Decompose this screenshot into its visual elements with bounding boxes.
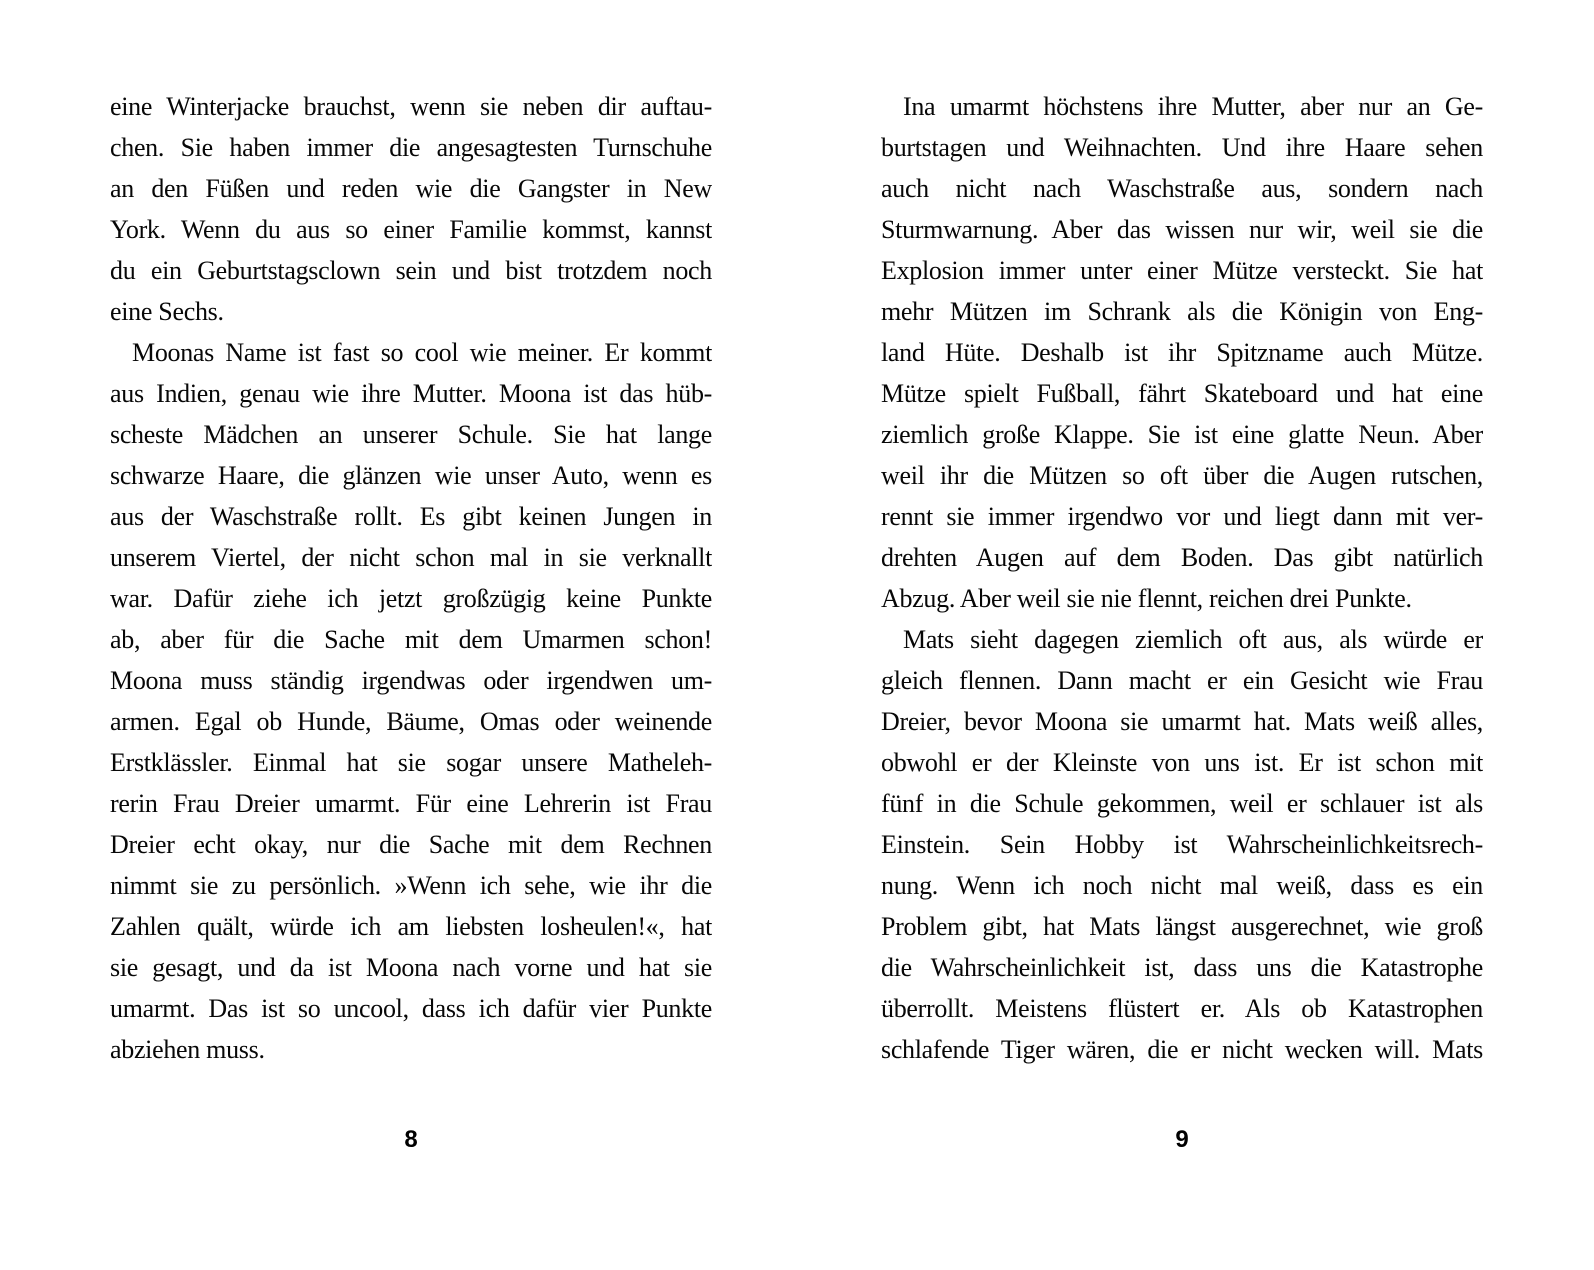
text-line: burtstagen und Weihnachten. Und ihre Haare sehen bbox=[881, 133, 1483, 162]
text-line: überrollt. Meistens flüstert er. Als ob Katastrophen bbox=[881, 994, 1483, 1023]
text-line: fünf in die Schule gekommen, weil er schlauer ist als bbox=[881, 789, 1483, 818]
text-line: aus der Waschstraße rollt. Es gibt keinen Jungen in bbox=[110, 502, 712, 531]
page-right bbox=[797, 0, 1594, 1270]
paragraph bbox=[881, 86, 1483, 619]
page-left-text-column bbox=[110, 86, 712, 1070]
text-line: war. Dafür ziehe ich jetzt großzügig keine Punkte bbox=[110, 584, 712, 613]
text-line: obwohl er der Kleinste von uns ist. Er ist schon mit bbox=[881, 748, 1483, 777]
text-line: schlafende Tiger wären, die er nicht wecken will. Mats bbox=[881, 1035, 1483, 1064]
text-line: Moona muss ständig irgendwas oder irgendwen um- bbox=[110, 666, 712, 695]
text-line: abziehen muss. bbox=[110, 1035, 265, 1064]
text-line: mehr Mützen im Schrank als die Königin von Eng- bbox=[881, 297, 1483, 326]
text-line: die Wahrscheinlichkeit ist, dass uns die Katastrophe bbox=[881, 953, 1483, 982]
text-line: aus Indien, genau wie ihre Mutter. Moona ist das hüb- bbox=[110, 379, 712, 408]
text-line: unserem Viertel, der nicht schon mal in sie verknallt bbox=[110, 543, 712, 572]
text-line: Dreier, bevor Moona sie umarmt hat. Mats weiß alles, bbox=[881, 707, 1483, 736]
paragraph bbox=[110, 86, 712, 332]
text-line: weil ihr die Mützen so oft über die Augen rutschen, bbox=[881, 461, 1483, 490]
text-line: Mütze spielt Fußball, fährt Skateboard und hat eine bbox=[881, 379, 1483, 408]
text-line: drehten Augen auf dem Boden. Das gibt natürlich bbox=[881, 543, 1483, 572]
text-line: schwarze Haare, die glänzen wie unser Auto, wenn es bbox=[110, 461, 712, 490]
text-line: Einstein. Sein Hobby ist Wahrscheinlichkeitsrech- bbox=[881, 830, 1483, 859]
page-right-number: 9 bbox=[1175, 1126, 1189, 1153]
text-line: Problem gibt, hat Mats längst ausgerechnet, wie groß bbox=[881, 912, 1483, 941]
text-line: nung. Wenn ich noch nicht mal weiß, dass es ein bbox=[881, 871, 1483, 900]
text-line: an den Füßen und reden wie die Gangster in New bbox=[110, 174, 712, 203]
text-line: Abzug. Aber weil sie nie flennt, reichen drei Punkte. bbox=[881, 584, 1412, 613]
text-line: Sturmwarnung. Aber das wissen nur wir, weil sie die bbox=[881, 215, 1483, 244]
text-line: scheste Mädchen an unserer Schule. Sie hat lange bbox=[110, 420, 712, 449]
paragraph bbox=[110, 332, 712, 1070]
text-line: Ina umarmt höchstens ihre Mutter, aber nur an Ge- bbox=[903, 92, 1483, 121]
text-line: Mats sieht dagegen ziemlich oft aus, als würde er bbox=[903, 625, 1483, 654]
text-line: York. Wenn du aus so einer Familie kommst, kannst bbox=[110, 215, 712, 244]
text-line: auch nicht nach Waschstraße aus, sondern nach bbox=[881, 174, 1483, 203]
paragraph bbox=[881, 619, 1483, 1070]
text-line: ziemlich große Klappe. Sie ist eine glatte Neun. Aber bbox=[881, 420, 1483, 449]
text-line: rerin Frau Dreier umarmt. Für eine Lehrerin ist Frau bbox=[110, 789, 712, 818]
text-line: umarmt. Das ist so uncool, dass ich dafür vier Punkte bbox=[110, 994, 712, 1023]
text-line: eine Sechs. bbox=[110, 297, 224, 326]
text-line: Dreier echt okay, nur die Sache mit dem Rechnen bbox=[110, 830, 712, 859]
text-line: sie gesagt, und da ist Moona nach vorne und hat sie bbox=[110, 953, 712, 982]
text-line: land Hüte. Deshalb ist ihr Spitzname auch Mütze. bbox=[881, 338, 1483, 367]
page-left-number: 8 bbox=[404, 1126, 418, 1153]
text-line: armen. Egal ob Hunde, Bäume, Omas oder weinende bbox=[110, 707, 712, 736]
text-line: rennt sie immer irgendwo vor und liegt dann mit ver- bbox=[881, 502, 1483, 531]
text-line: ab, aber für die Sache mit dem Umarmen schon! bbox=[110, 625, 712, 654]
text-line: gleich flennen. Dann macht er ein Gesicht wie Frau bbox=[881, 666, 1483, 695]
text-line: Erstklässler. Einmal hat sie sogar unsere Matheleh- bbox=[110, 748, 712, 777]
text-line: du ein Geburtstagsclown sein und bist trotzdem noch bbox=[110, 256, 712, 285]
page-right-text-column bbox=[881, 86, 1483, 1070]
text-line: Zahlen quält, würde ich am liebsten losheulen!«, hat bbox=[110, 912, 712, 941]
text-line: Moonas Name ist fast so cool wie meiner. Er kommt bbox=[132, 338, 712, 367]
text-line: Explosion immer unter einer Mütze versteckt. Sie hat bbox=[881, 256, 1483, 285]
text-line: chen. Sie haben immer die angesagtesten Turnschuhe bbox=[110, 133, 712, 162]
text-line: nimmt sie zu persönlich. »Wenn ich sehe, wie ihr die bbox=[110, 871, 712, 900]
text-line: eine Winterjacke brauchst, wenn sie neben dir auftau- bbox=[110, 92, 712, 121]
